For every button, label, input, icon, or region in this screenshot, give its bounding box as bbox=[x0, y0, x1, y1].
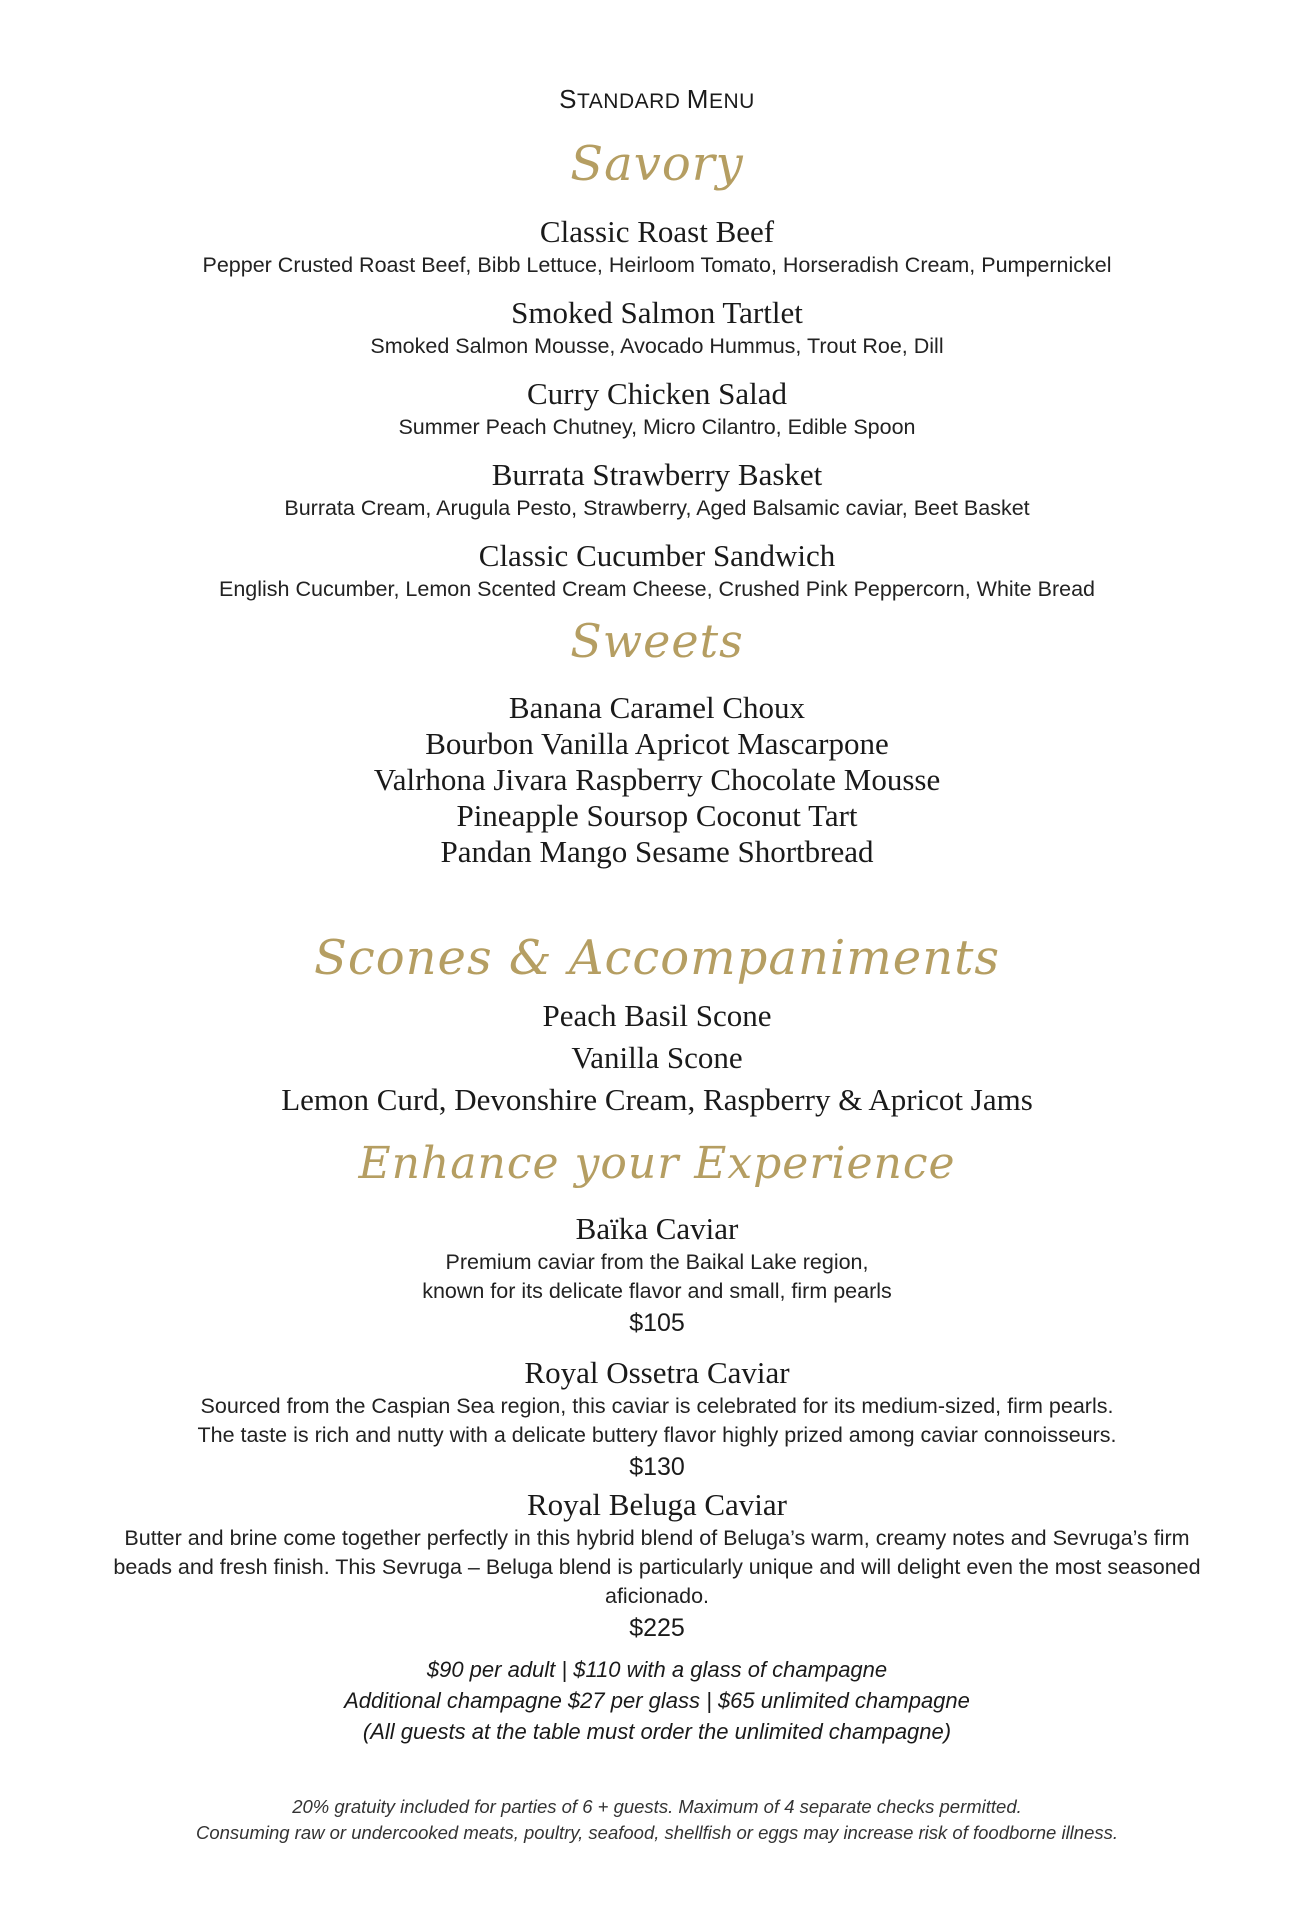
caviar-description: Butter and brine come together perfectly in this hybrid blend of Beluga’s warm, creamy notes and Sevruga’s firm bbox=[124, 1526, 1190, 1550]
list-item: Pineapple Soursop Coconut Tart bbox=[456, 798, 858, 833]
scones-list bbox=[0, 995, 1314, 1121]
dish-name: Curry Chicken Salad bbox=[526, 376, 787, 411]
list-item: Pandan Mango Sesame Shortbread bbox=[440, 834, 874, 869]
footer-line: Consuming raw or undercooked meats, poultry, seafood, shellfish or eggs may increase risk of foodborne illness. bbox=[195, 1822, 1119, 1843]
pricing-note: $90 per adult | $110 with a glass of champagne bbox=[426, 1657, 888, 1682]
dish-description: Pepper Crusted Roast Beef, Bibb Lettuce, Heirloom Tomato, Horseradish Cream, Pumpernickel bbox=[202, 253, 1112, 277]
caviar-description: Premium caviar from the Baikal Lake region, bbox=[445, 1250, 869, 1274]
title-part-2: ENU bbox=[708, 90, 755, 113]
caviar-price: $130 bbox=[629, 1453, 685, 1481]
caviar-price: $225 bbox=[629, 1614, 685, 1642]
caviar-description: known for its delicate flavor and small, firm pearls bbox=[422, 1279, 892, 1303]
section-heading-enhance: Enhance your Experience bbox=[358, 1138, 956, 1189]
caviar-name: Baïka Caviar bbox=[575, 1211, 739, 1246]
list-item: Banana Caramel Choux bbox=[508, 690, 806, 725]
caviar-description: The taste is rich and nutty with a delicate buttery flavor highly prized among caviar connoisseurs. bbox=[197, 1423, 1117, 1447]
section-heading-scones: Scones & Accompaniments bbox=[313, 930, 1001, 986]
dish-name: Classic Roast Beef bbox=[539, 214, 775, 249]
list-item: Bourbon Vanilla Apricot Mascarpone bbox=[425, 726, 889, 761]
dish-name: Smoked Salmon Tartlet bbox=[511, 295, 803, 330]
title-part-1: TANDARD bbox=[577, 90, 687, 113]
caviar-description: beads and fresh finish. This Sevruga – Beluga blend is particularly unique and will delight even the most seasoned bbox=[113, 1555, 1201, 1579]
pricing-note: Additional champagne $27 per glass | $65 unlimited champagne bbox=[344, 1688, 970, 1713]
dish-name: Burrata Strawberry Basket bbox=[491, 457, 823, 492]
sweets-list bbox=[0, 690, 1314, 870]
caviar-name: Royal Beluga Caviar bbox=[527, 1487, 787, 1522]
dish-description: Summer Peach Chutney, Micro Cilantro, Edible Spoon bbox=[398, 415, 916, 439]
dish-description: Smoked Salmon Mousse, Avocado Hummus, Trout Roe, Dill bbox=[370, 334, 944, 358]
footer-line: 20% gratuity included for parties of 6 + guests. Maximum of 4 separate checks permitted. bbox=[292, 1796, 1022, 1817]
page-title bbox=[0, 84, 1314, 115]
list-item: Lemon Curd, Devonshire Cream, Raspberry & Apricot Jams bbox=[281, 1082, 1033, 1117]
dish-name: Classic Cucumber Sandwich bbox=[478, 538, 836, 573]
caviar-description: aficionado. bbox=[605, 1584, 709, 1608]
pricing-notes bbox=[0, 1654, 1314, 1747]
list-item: Peach Basil Scone bbox=[542, 998, 772, 1033]
section-heading-sweets: Sweets bbox=[570, 614, 744, 668]
list-item: Valrhona Jivara Raspberry Chocolate Mousse bbox=[373, 762, 941, 797]
caviar-name: Royal Ossetra Caviar bbox=[524, 1355, 790, 1390]
pricing-note: (All guests at the table must order the unlimited champagne) bbox=[362, 1719, 952, 1744]
dish-description: English Cucumber, Lemon Scented Cream Cheese, Crushed Pink Peppercorn, White Bread bbox=[219, 577, 1095, 601]
dish-description: Burrata Cream, Arugula Pesto, Strawberry, Aged Balsamic caviar, Beet Basket bbox=[284, 496, 1030, 520]
footer-notes bbox=[0, 1794, 1314, 1846]
section-heading-savory: Savory bbox=[570, 136, 744, 192]
list-item: Vanilla Scone bbox=[571, 1040, 743, 1075]
caviar-price: $105 bbox=[629, 1309, 685, 1337]
caviar-description: Sourced from the Caspian Sea region, this caviar is celebrated for its medium-sized, firm pearls. bbox=[200, 1394, 1114, 1418]
title-initial-m: M bbox=[686, 84, 709, 114]
title-initial-s: S bbox=[559, 84, 578, 114]
